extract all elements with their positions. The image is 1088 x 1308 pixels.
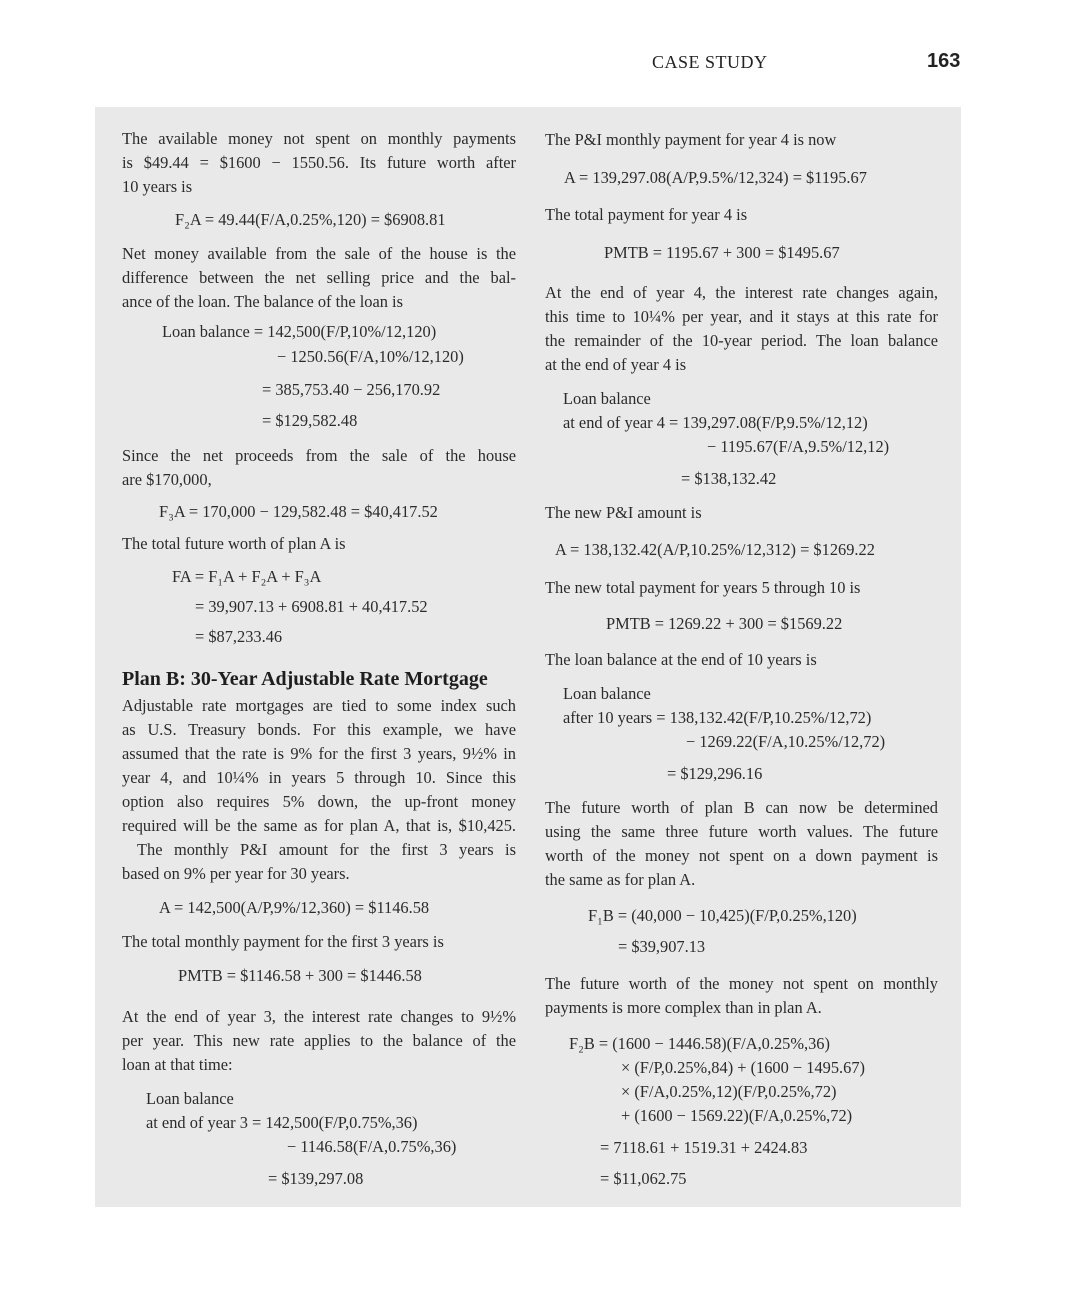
- equation-line: − 1269.22(F/A,10.25%/12,72): [686, 732, 886, 751]
- paragraph-line: The P&I monthly payment for year 4 is now: [545, 130, 837, 149]
- paragraph-line: based on 9% per year for 30 years.: [122, 864, 350, 883]
- equation-loan-year-3: Loan balance: [146, 1089, 234, 1108]
- paragraph-line: The loan balance at the end of 10 years is: [545, 650, 817, 669]
- equation-pmt-year-4: PMTB = 1195.67 + 300 = $1495.67: [604, 243, 840, 262]
- paragraph-line: Adjustable rate mortgages are tied to some index such: [122, 696, 516, 715]
- paragraph-line: the same as for plan A.: [545, 870, 696, 889]
- equation-line: − 1195.67(F/A,9.5%/12,12): [707, 437, 890, 456]
- equation-line: = $129,296.16: [667, 764, 763, 783]
- equation-line: × (F/P,0.25%,84) + (1600 − 1495.67): [621, 1058, 865, 1077]
- paragraph-line: required will be the same as for plan A, that is, $10,425.: [122, 816, 516, 835]
- paragraph-line: year 4, and 10¼% in years 5 through 10. Since this: [122, 768, 516, 787]
- equation-pmt-first-3-years: PMTB = $1146.58 + 300 = $1446.58: [178, 966, 422, 985]
- equation-loan-10-years: Loan balance: [563, 684, 651, 703]
- paragraph-line: Net money available from the sale of the house is the: [122, 244, 516, 263]
- paragraph-line: are $170,000,: [122, 470, 212, 489]
- equation-pmt-years-5-10: PMTB = 1269.22 + 300 = $1569.22: [606, 614, 843, 633]
- equation-a-year-4: A = 139,297.08(A/P,9.5%/12,324) = $1195.67: [564, 168, 867, 187]
- paragraph-line: At the end of year 4, the interest rate changes again,: [545, 283, 938, 302]
- equation-fa: FA = F₁A + F₂A + F₃A: [172, 567, 322, 586]
- paragraph-line: worth of the money not spent on a down payment is: [545, 846, 938, 865]
- equation-line: = $11,062.75: [600, 1169, 687, 1188]
- paragraph-line: The total future worth of plan A is: [122, 534, 346, 553]
- paragraph-line: the remainder of the 10-year period. The loan balance: [545, 331, 938, 350]
- paragraph-line: The total payment for year 4 is: [545, 205, 748, 224]
- paragraph-line: at the end of year 4 is: [545, 355, 687, 374]
- equation-loan-balance: Loan balance = 142,500(F/P,10%/12,120): [162, 322, 437, 341]
- equation-line: + (1600 − 1569.22)(F/A,0.25%,72): [621, 1106, 853, 1125]
- equation-line: − 1146.58(F/A,0.75%,36): [287, 1137, 457, 1156]
- equation-line: = 385,753.40 − 256,170.92: [262, 380, 441, 399]
- equation-line: = $87,233.46: [195, 627, 283, 646]
- paragraph-line: assumed that the rate is 9% for the first 3 years, 9½% in: [122, 744, 516, 763]
- equation-line: = 39,907.13 + 6908.81 + 40,417.52: [195, 597, 428, 616]
- paragraph-line: The future worth of plan B can now be determined: [545, 798, 938, 817]
- equation-line: = $129,582.48: [262, 411, 358, 430]
- paragraph-line: as U.S. Treasury bonds. For this example, we have: [122, 720, 516, 739]
- equation-line: at end of year 3 = 142,500(F/P,0.75%,36): [146, 1113, 418, 1132]
- paragraph-line: is $49.44 = $1600 − 1550.56. Its future worth after: [122, 153, 516, 172]
- equation-line: = $39,907.13: [618, 937, 706, 956]
- section-heading-plan-b: Plan B: 30-Year Adjustable Rate Mortgage: [122, 668, 488, 690]
- paragraph-line: The monthly P&I amount for the first 3 years is: [137, 840, 516, 859]
- paragraph-line: The new P&I amount is: [545, 503, 702, 522]
- paragraph-line: payments is more complex than in plan A.: [545, 998, 822, 1017]
- equation-line: at end of year 4 = 139,297.08(F/P,9.5%/12,12): [563, 413, 868, 432]
- equation-line: = $138,132.42: [681, 469, 777, 488]
- equation-loan-year-4: Loan balance: [563, 389, 651, 408]
- paragraph-line: The future worth of the money not spent on monthly: [545, 974, 938, 993]
- paragraph-line: this time to 10¼% per year, and it stays at this rate for: [545, 307, 938, 326]
- paragraph-line: ance of the loan. The balance of the loan is: [122, 292, 403, 311]
- equation-line: after 10 years = 138,132.42(F/P,10.25%/12,72): [563, 708, 872, 727]
- paragraph-line: 10 years is: [122, 177, 193, 196]
- equation-a-years-5-10: A = 138,132.42(A/P,10.25%/12,312) = $1269.22: [555, 540, 875, 559]
- equation-f2a: F₂A = 49.44(F/A,0.25%,120) = $6908.81: [175, 210, 446, 229]
- equation-f2b: F₂B = (1600 − 1446.58)(F/A,0.25%,36): [569, 1034, 830, 1053]
- equation-line: − 1250.56(F/A,10%/12,120): [277, 347, 464, 366]
- paragraph-line: difference between the net selling price and the bal-: [122, 268, 516, 287]
- equation-a-first-3-years: A = 142,500(A/P,9%/12,360) = $1146.58: [159, 898, 430, 917]
- paragraph-line: Since the net proceeds from the sale of the house: [122, 446, 516, 465]
- paragraph-line: The new total payment for years 5 through 10 is: [545, 578, 861, 597]
- equation-line: = 7118.61 + 1519.31 + 2424.83: [600, 1138, 808, 1157]
- paragraph-line: At the end of year 3, the interest rate changes to 9½%: [122, 1007, 516, 1026]
- equation-f3a: F₃A = 170,000 − 129,582.48 = $40,417.52: [159, 502, 438, 521]
- equation-line: = $139,297.08: [268, 1169, 364, 1188]
- paragraph-line: The available money not spent on monthly payments: [122, 129, 516, 148]
- running-header: CASE STUDY: [652, 52, 768, 72]
- page-number: 163: [927, 50, 961, 72]
- paragraph-line: The total monthly payment for the first 3 years is: [122, 932, 444, 951]
- equation-f1b: F₁B = (40,000 − 10,425)(F/P,0.25%,120): [588, 906, 857, 925]
- paragraph-line: option also requires 5% down, the up-front money: [122, 792, 516, 811]
- paragraph-line: per year. This new rate applies to the balance of the: [122, 1031, 516, 1050]
- paragraph-line: using the same three future worth values. The future: [545, 822, 938, 841]
- equation-line: × (F/A,0.25%,12)(F/P,0.25%,72): [621, 1082, 837, 1101]
- paragraph-line: loan at that time:: [122, 1055, 233, 1074]
